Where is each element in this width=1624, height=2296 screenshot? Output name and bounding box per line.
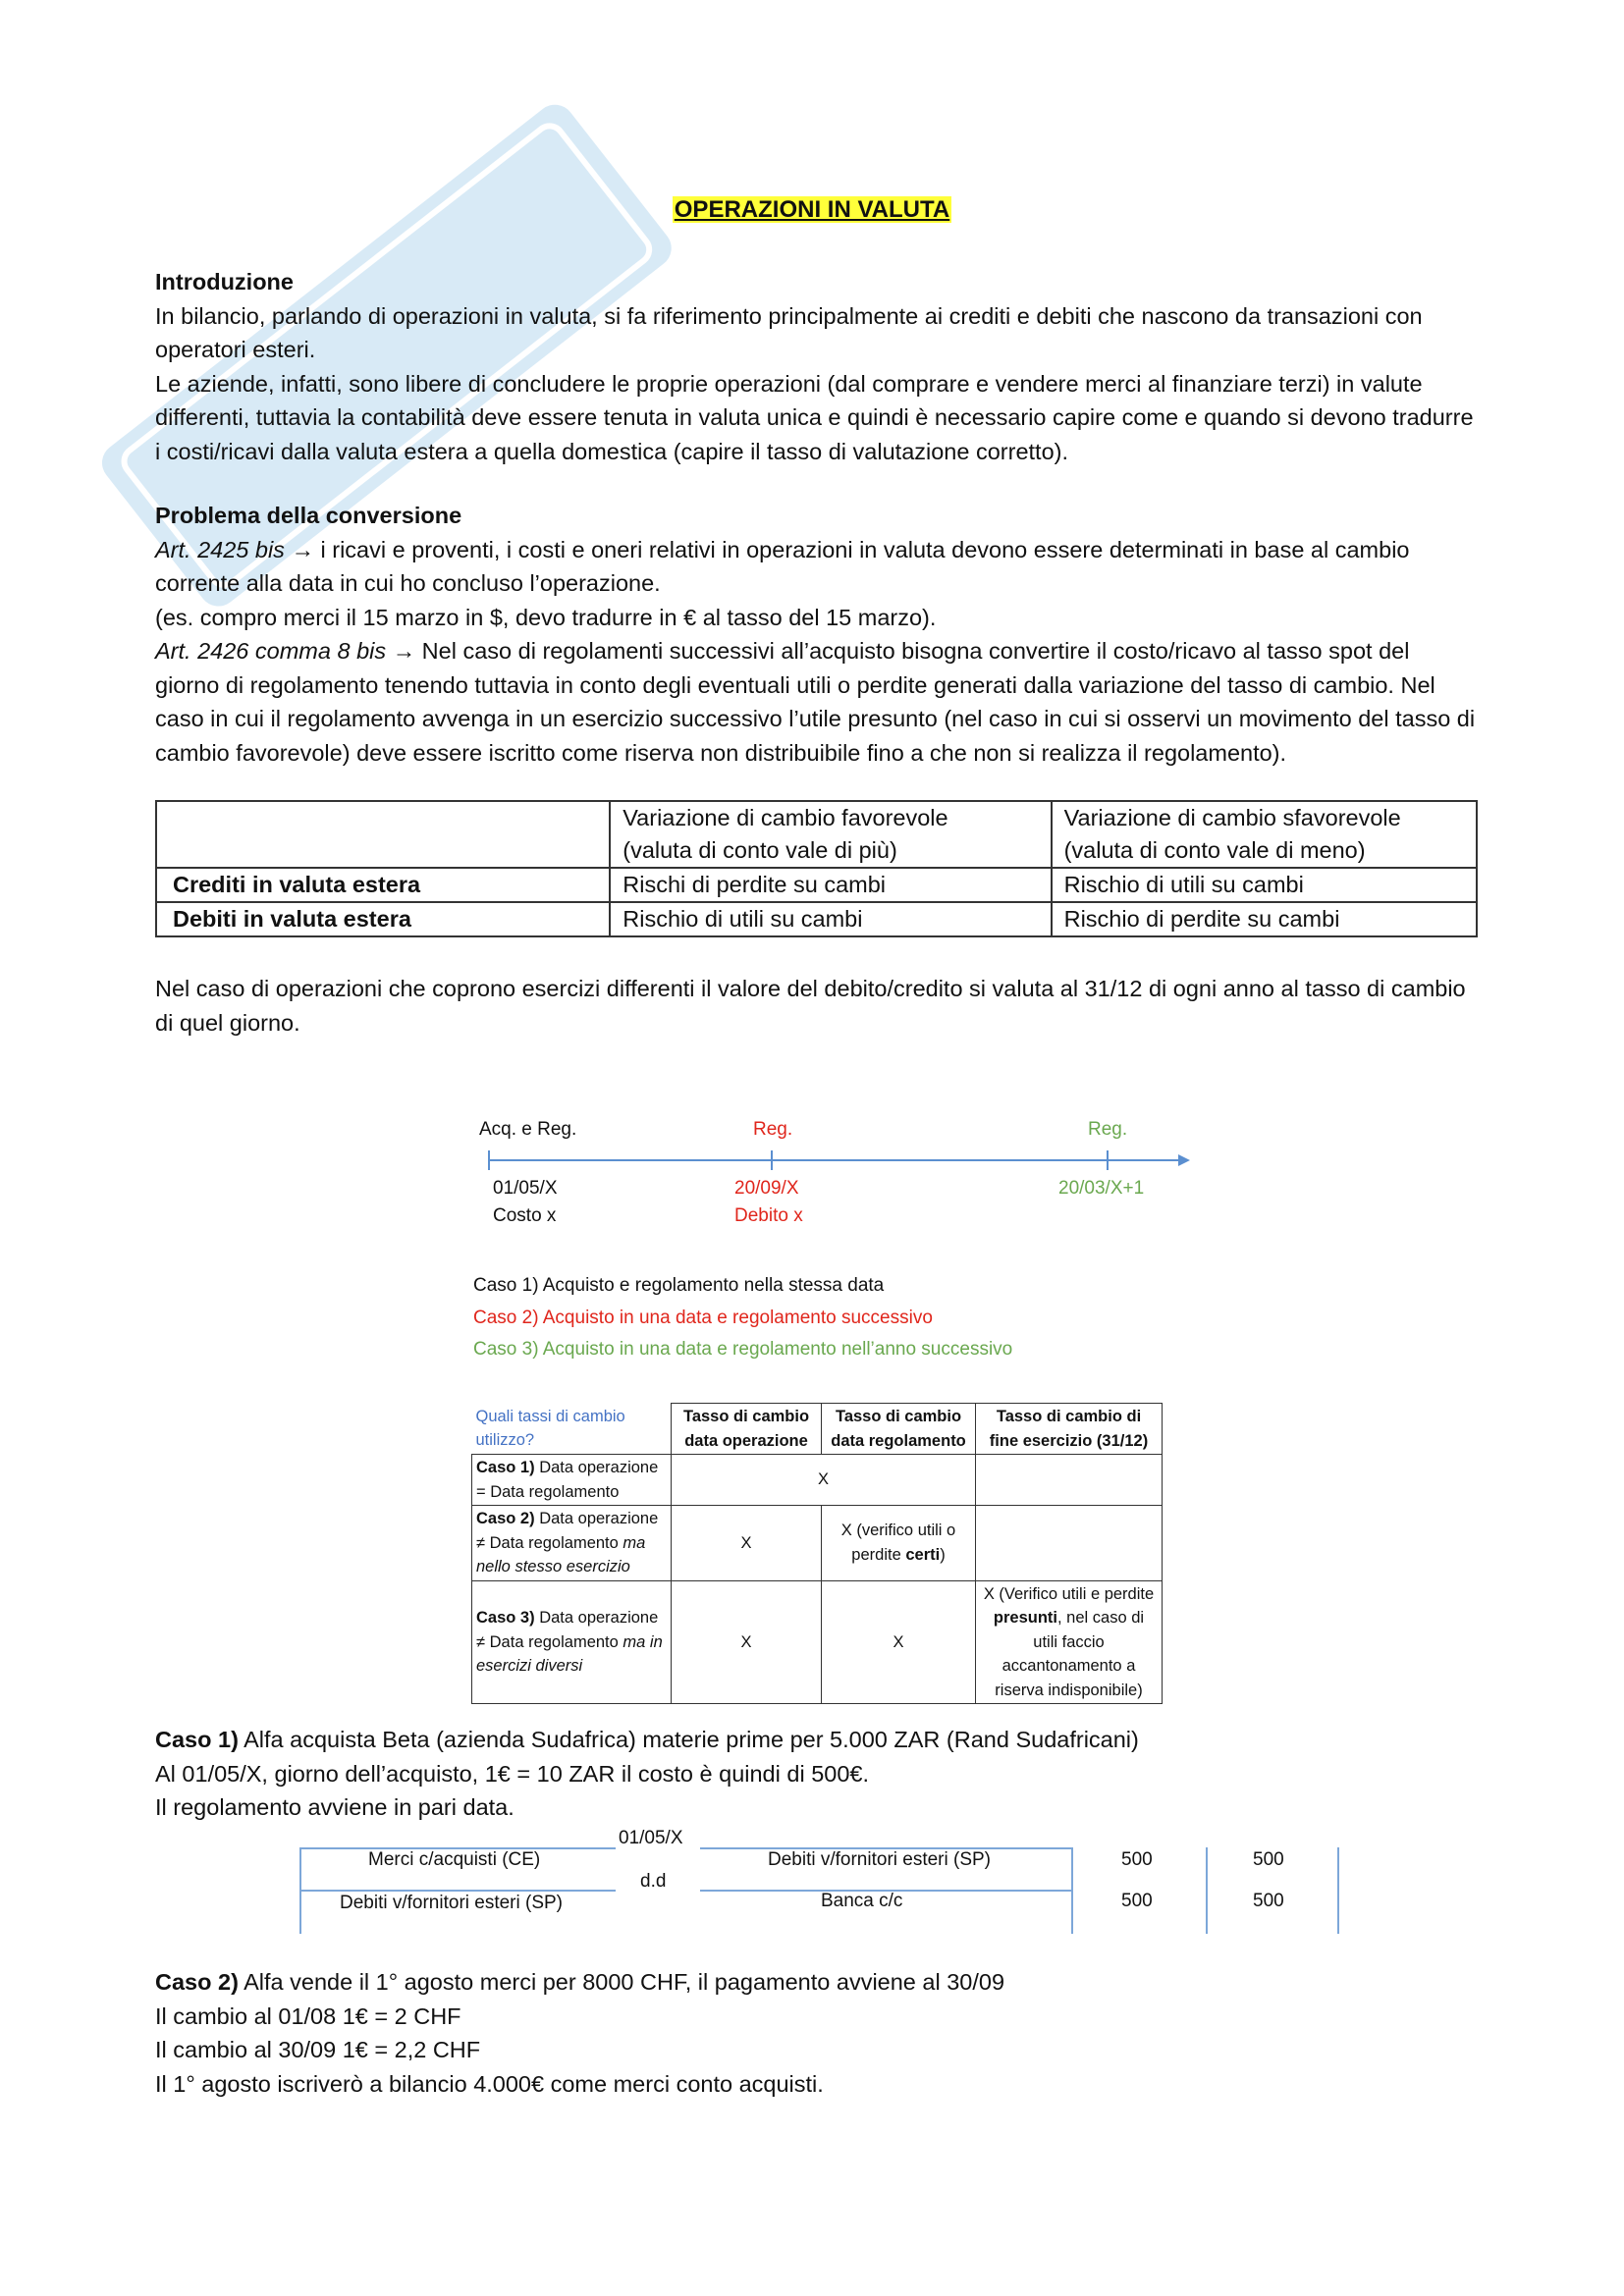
exchange-rate-cases-table [471,1403,1163,1704]
caso-1-section [155,1723,1476,1825]
art-2425-text: i ricavi e proventi, i costi e oneri relativi in operazioni in valuta devono essere determinati in base al cambio corrente alla data in cui ho concluso l’operazione. [155,536,1410,596]
journal-value-1a: 500 [1121,1849,1153,1870]
journal-value-2b: 500 [1253,1891,1284,1911]
table-row [472,1506,1163,1581]
timeline-sub-1: Costo x [493,1205,557,1226]
intro-paragraph-1: In bilancio, parlando di operazioni in valuta, si fa riferimento principalmente ai crediti e debiti che nascono da transazioni con operatori esteri. [155,302,1423,362]
timeline-label-3: Reg. [1088,1119,1128,1140]
journal-debit-2: Debiti v/fornitori esteri (SP) [340,1893,564,1913]
header-favorable: Variazione di cambio favorevole (valuta di conto vale di più) [610,801,1051,868]
journal-debit-1: Merci c/acquisti (CE) [368,1849,541,1870]
table-row [156,801,1477,868]
caso-2-line-2: Il cambio al 01/08 1€ = 2 CHF [155,2002,461,2029]
art-2426-paragraph [155,634,1476,770]
case-legend-1: Caso 1) Acquisto e regolamento nella stessa data [473,1275,885,1296]
caso-2-line-4: Il 1° agosto iscriverò a bilancio 4.000€ come merci conto acquisti. [155,2070,824,2097]
journal-value-2a: 500 [1121,1891,1153,1911]
caso-1-line-3: Il regolamento avviene in pari data. [155,1794,514,1820]
case-legend-2: Caso 2) Acquisto in una data e regolamento successivo [473,1308,933,1328]
case-2-op-mark: X [672,1506,822,1581]
case-3-label: Caso 3) Data operazione ≠ Data regolamento ma in esercizi diversi [472,1580,672,1704]
timeline-sub-2: Debito x [734,1205,803,1226]
timeline-label-1: Acq. e Reg. [479,1119,577,1140]
conversion-heading: Problema della conversione [155,503,462,528]
intro-heading: Introduzione [155,269,294,294]
art-2426-ref: Art. 2426 comma 8 bis [155,638,387,664]
table-corner: Quali tassi di cambio utilizzo? [472,1404,672,1455]
case-2-label: Caso 2) Data operazione ≠ Data regolamento ma nello stesso esercizio [472,1506,672,1581]
intro-paragraph-2: Le aziende, infatti, sono libere di concludere le proprie operazioni (dal comprare e vendere merci al finanziare terzi) in valute differenti, tuttavia la contabilità deve essere tenuta in valuta unica e quindi è necessario capire come e quando si devono tradurre i costi/ricavi dalla valuta estera a quella domestica (capire il tasso di valutazione corretto). [155,370,1474,464]
art-2426-text: Nel caso di regolamenti successivi all’acquisto bisogna convertire il costo/ricavo al tasso spot del giorno di regolamento tenendo tuttavia in conto degli eventuali utili o perdite generati dalla variazione del tasso di cambio. Nel caso in cui il regolamento avvenga in un esercizio successivo l’utile presunto (nel caso in cui si osservi un movimento del tasso di cambio favorevole) deve essere iscritto come riserva non distribuibile fino a che non si realizza il regolamento). [155,638,1476,766]
header-reg-date: Tasso di cambio data regolamento [822,1404,976,1455]
art-2425-paragraph [155,533,1476,601]
caso-1-line-1: Caso 1) Alfa acquista Beta (azienda Sudafrica) materie prime per 5.000 ZAR (Rand Sudafricani) [155,1727,1139,1752]
case-3-op-mark: X [672,1580,822,1704]
caso-2-line-3: Il cambio al 30/09 1€ = 2,2 CHF [155,2037,481,2062]
table-cell: Rischio di utili su cambi [610,902,1051,936]
caso-2-section [155,1965,1476,2101]
case-1-label: Caso 1) Data operazione = Data regolamento [472,1455,672,1506]
header-unfavorable: Variazione di cambio sfavorevole (valuta di conto vale di meno) [1052,801,1477,868]
timeline-label-2: Reg. [753,1119,793,1140]
row-label: Debiti in valuta estera [156,902,610,936]
timeline-date-1: 01/05/X [493,1178,558,1199]
header-op-date: Tasso di cambio data operazione [672,1404,822,1455]
case-3-reg-mark: X [822,1580,976,1704]
journal-date: 01/05/X [619,1828,683,1848]
conversion-section [155,499,1476,770]
table-row [472,1404,1163,1455]
table-row [156,868,1477,902]
caso-1-line-2: Al 01/05/X, giorno dell’acquisto, 1€ = 10 ZAR il costo è quindi di 500€. [155,1760,869,1787]
art-2425-ref: Art. 2425 bis [155,536,285,562]
table-row [472,1580,1163,1704]
example-text: (es. compro merci il 15 marzo in $, devo tradurre in € al tasso del 15 marzo). [155,604,937,630]
journal-credit-2: Banca c/c [821,1891,903,1911]
case-1-mark: X [672,1455,976,1506]
risk-table [155,800,1478,937]
table-cell: Rischi di perdite su cambi [610,868,1051,902]
page-title: OPERAZIONI IN VALUTA [674,196,950,223]
note-paragraph: Nel caso di operazioni che coprono esercizi differenti il valore del debito/credito si valuta al 31/12 di ogni anno al tasso di cambio di quel giorno. [155,976,1466,1036]
row-label: Crediti in valuta estera [156,868,610,902]
timeline-date-2: 20/09/X [734,1178,799,1199]
arrow-icon: → [392,638,416,664]
journal-value-1b: 500 [1253,1849,1284,1870]
header-year-end: Tasso di cambio di fine esercizio (31/12) [976,1404,1163,1455]
arrow-icon: → [291,536,314,562]
table-row [156,902,1477,936]
journal-credit-1: Debiti v/fornitori esteri (SP) [768,1849,992,1870]
journal-dd: d.d [640,1871,667,1892]
case-legend-3: Caso 3) Acquisto in una data e regolamento nell’anno successivo [473,1339,1013,1360]
caso-2-line-1: Caso 2) Alfa vende il 1° agosto merci per 8000 CHF, il pagamento avviene al 30/09 [155,1969,1005,1995]
timeline-date-3: 20/03/X+1 [1058,1178,1145,1199]
case-2-reg-mark: X (verifico utili o perdite certi) [822,1506,976,1581]
table-cell: Rischio di utili su cambi [1052,868,1477,902]
table-row [472,1455,1163,1506]
case-3-end-mark: X (Verifico utili e perdite presunti, nel caso di utili faccio accantonamento a riserva indisponibile) [976,1580,1163,1704]
table-cell: Rischio di perdite su cambi [1052,902,1477,936]
intro-section [155,265,1476,468]
